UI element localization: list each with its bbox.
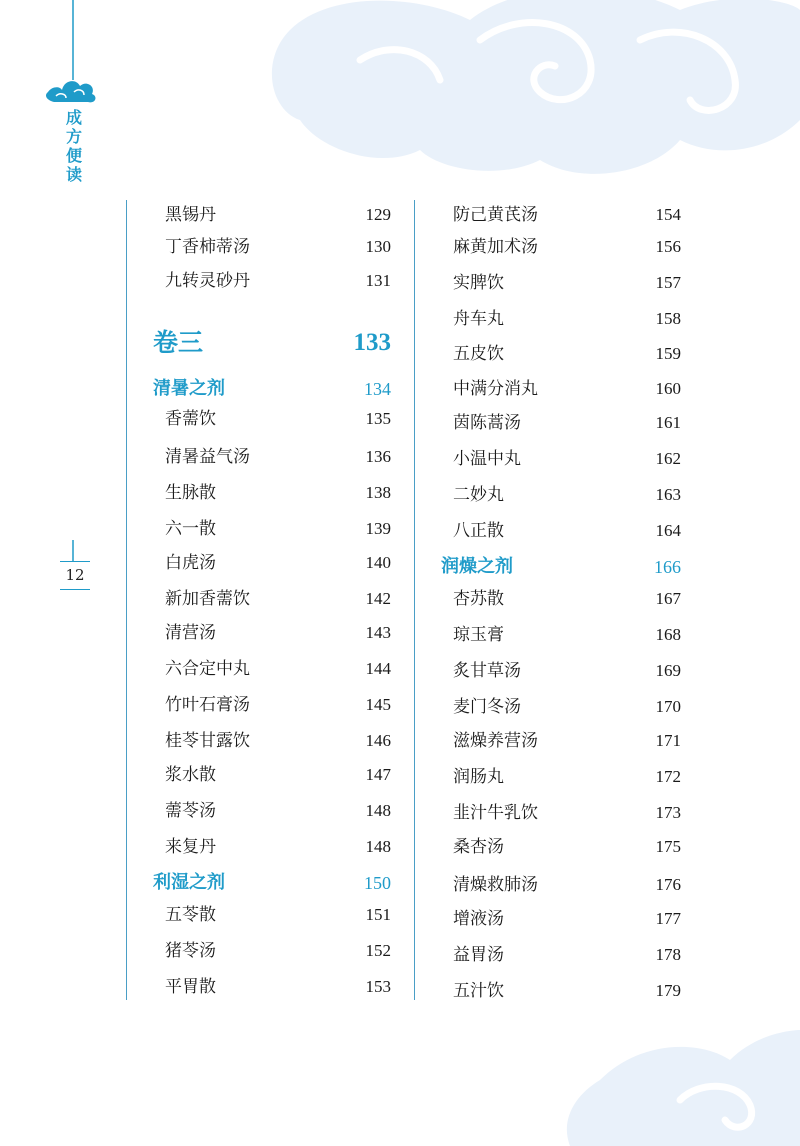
toc-entry <box>415 268 681 298</box>
toc-entry-title: 润燥之剂 <box>441 556 513 577</box>
toc-entry <box>127 584 391 614</box>
toc-entry-title: 平胃散 <box>165 977 216 997</box>
toc-entry-title: 麻黄加术汤 <box>453 237 538 257</box>
toc-entry-title: 五皮饮 <box>453 344 504 364</box>
toc-entry-page: 153 <box>365 977 391 996</box>
toc-entry-title: 中满分消丸 <box>453 379 538 399</box>
toc-entry-title: 清暑之剂 <box>153 378 225 399</box>
toc-entry-title: 舟车丸 <box>453 309 504 329</box>
toc-entry-title: 香薷饮 <box>165 409 216 429</box>
toc-entry <box>127 760 391 790</box>
toc-section-heading <box>127 868 391 898</box>
toc-entry-page: 171 <box>655 731 681 750</box>
toc-entry-title: 桂苓甘露饮 <box>165 731 250 751</box>
toc-entry <box>127 690 391 720</box>
toc-entry-page: 147 <box>365 765 391 784</box>
toc-entry-title: 猪苓汤 <box>165 941 216 961</box>
toc-entry <box>415 339 681 369</box>
toc-entry <box>127 548 391 578</box>
toc-entry-page: 138 <box>365 483 391 502</box>
toc-entry-page: 129 <box>365 205 391 224</box>
toc-entry-title: 六一散 <box>165 519 216 539</box>
toc-volume-heading <box>127 323 391 363</box>
toc-entry-title: 卷三 <box>153 328 204 357</box>
toc-entry-page: 177 <box>655 909 681 928</box>
toc-entry <box>127 442 391 472</box>
book-title-vertical: 成方便读 <box>65 108 82 184</box>
toc-entry-title: 润肠丸 <box>453 767 504 787</box>
toc-entry <box>415 232 681 262</box>
toc-entry-page: 133 <box>353 329 391 356</box>
toc-entry-page: 135 <box>365 409 391 428</box>
toc-entry <box>415 726 681 756</box>
toc-entry <box>415 656 681 686</box>
toc-entry-title: 麦门冬汤 <box>453 697 521 717</box>
toc-entry <box>127 618 391 648</box>
toc-entry <box>415 832 681 862</box>
toc-entry-page: 156 <box>655 237 681 256</box>
toc-entry <box>127 232 391 262</box>
toc-entry-title: 益胃汤 <box>453 945 504 965</box>
toc-section-heading <box>415 552 681 582</box>
toc-entry <box>415 762 681 792</box>
toc-entry <box>415 870 681 900</box>
toc-entry-title: 新加香薷饮 <box>165 589 250 609</box>
toc-entry-title: 防己黄芪汤 <box>453 205 538 225</box>
toc-entry-title: 五苓散 <box>165 905 216 925</box>
toc-entry-page: 154 <box>655 205 681 224</box>
toc-entry-page: 148 <box>365 837 391 856</box>
toc-entry <box>127 200 391 230</box>
toc-entry-page: 158 <box>655 309 681 328</box>
toc-entry-title: 琼玉膏 <box>453 625 504 645</box>
toc-section-heading <box>127 374 391 404</box>
toc-entry-page: 143 <box>365 623 391 642</box>
toc-entry-title: 韭汁牛乳饮 <box>453 803 538 823</box>
toc-entry <box>127 266 391 296</box>
toc-entry-title: 五汁饮 <box>453 981 504 1001</box>
toc-entry-page: 151 <box>365 905 391 924</box>
toc-entry <box>127 936 391 966</box>
toc-entry-title: 实脾饮 <box>453 273 504 293</box>
toc-entry-title: 利湿之剂 <box>153 872 225 893</box>
toc-entry-page: 172 <box>655 767 681 786</box>
toc-entry-title: 丁香柿蒂汤 <box>165 237 250 257</box>
toc-entry <box>415 444 681 474</box>
toc-column-right <box>414 200 681 1000</box>
toc-entry-page: 148 <box>365 801 391 820</box>
toc-entry-title: 来复丹 <box>165 837 216 857</box>
toc-entry-page: 168 <box>655 625 681 644</box>
toc-entry <box>415 516 681 546</box>
toc-entry-title: 炙甘草汤 <box>453 661 521 681</box>
toc-entry <box>415 374 681 404</box>
toc-entry-page: 161 <box>655 413 681 432</box>
toc-entry-title: 小温中丸 <box>453 449 521 469</box>
toc-entry-title: 薷苓汤 <box>165 801 216 821</box>
toc-entry-page: 163 <box>655 485 681 504</box>
toc-entry-page: 164 <box>655 521 681 540</box>
toc-entry-title: 清暑益气汤 <box>165 447 250 467</box>
toc-entry-page: 144 <box>365 659 391 678</box>
toc-entry <box>127 832 391 862</box>
toc-entry-page: 150 <box>364 873 391 893</box>
toc-entry-page: 162 <box>655 449 681 468</box>
toc-entry-page: 146 <box>365 731 391 750</box>
toc-entry-title: 二妙丸 <box>453 485 504 505</box>
toc-entry <box>415 692 681 722</box>
toc-entry-page: 145 <box>365 695 391 714</box>
toc-entry <box>127 726 391 756</box>
toc-entry-page: 139 <box>365 519 391 538</box>
toc-entry-page: 140 <box>365 553 391 572</box>
toc-entry-title: 生脉散 <box>165 483 216 503</box>
toc-entry-page: 136 <box>365 447 391 466</box>
toc-entry-page: 166 <box>654 557 681 577</box>
toc-entry-page: 160 <box>655 379 681 398</box>
toc-entry-title: 茵陈蒿汤 <box>453 413 521 433</box>
toc-entry-page: 178 <box>655 945 681 964</box>
toc-entry-page: 157 <box>655 273 681 292</box>
toc-entry-title: 杏苏散 <box>453 589 504 609</box>
toc-entry-title: 清燥救肺汤 <box>453 875 538 895</box>
toc-entry <box>415 304 681 334</box>
toc-entry <box>127 654 391 684</box>
toc-entry-title: 八正散 <box>453 521 504 541</box>
hanging-cloud-ornament <box>40 0 100 600</box>
toc-entry-page: 152 <box>365 941 391 960</box>
toc-entry <box>415 798 681 828</box>
toc-entry-title: 桑杏汤 <box>453 837 504 857</box>
toc-entry-page: 179 <box>655 981 681 1000</box>
toc-entry <box>415 620 681 650</box>
toc-entry-page: 130 <box>365 237 391 256</box>
toc-entry <box>415 940 681 970</box>
toc-entry <box>415 904 681 934</box>
toc-entry <box>415 480 681 510</box>
toc-entry-title: 浆水散 <box>165 765 216 785</box>
toc-entry-page: 167 <box>655 589 681 608</box>
toc-entry-page: 134 <box>364 379 391 399</box>
toc-entry <box>127 404 391 434</box>
toc-entry <box>415 584 681 614</box>
toc-entry <box>127 972 391 1002</box>
toc-entry <box>127 796 391 826</box>
toc-entry-title: 滋燥养营汤 <box>453 731 538 751</box>
toc-column-left <box>126 200 391 1000</box>
toc-entry <box>127 514 391 544</box>
toc-entry <box>127 478 391 508</box>
toc-entry-page: 169 <box>655 661 681 680</box>
toc-entry-title: 白虎汤 <box>165 553 216 573</box>
toc-entry-page: 175 <box>655 837 681 856</box>
toc-entry-title: 六合定中丸 <box>165 659 250 679</box>
toc-entry-title: 九转灵砂丹 <box>165 271 250 291</box>
toc-entry-title: 黑锡丹 <box>165 205 216 225</box>
toc-entry-title: 竹叶石膏汤 <box>165 695 250 715</box>
toc-entry-page: 159 <box>655 344 681 363</box>
toc-entry-page: 131 <box>365 271 391 290</box>
toc-entry-page: 173 <box>655 803 681 822</box>
toc-entry <box>415 976 681 1006</box>
toc-entry-title: 增液汤 <box>453 909 504 929</box>
toc-entry <box>415 408 681 438</box>
toc-entry-page: 142 <box>365 589 391 608</box>
toc-entry <box>127 900 391 930</box>
toc-entry-page: 170 <box>655 697 681 716</box>
toc-entry <box>415 200 681 230</box>
toc-entry-title: 清营汤 <box>165 623 216 643</box>
toc-entry-page: 176 <box>655 875 681 894</box>
page-number: 12 <box>60 561 90 590</box>
